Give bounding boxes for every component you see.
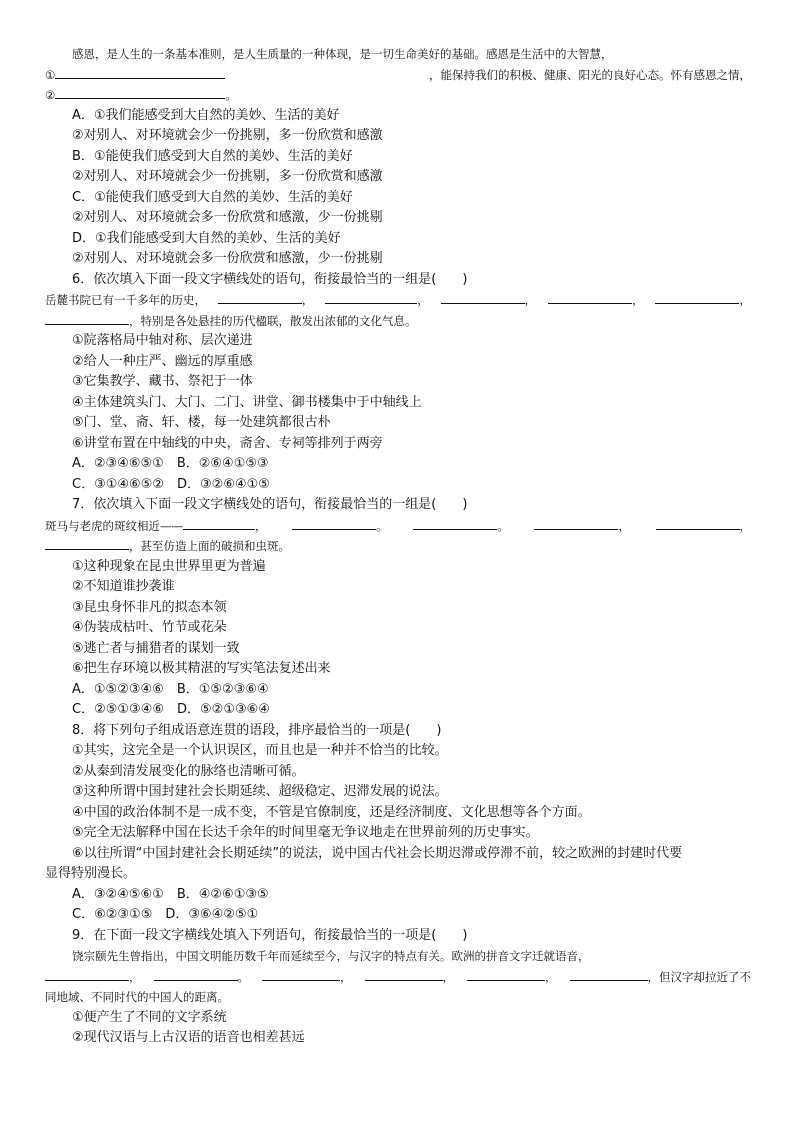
q6-item-5: ⑤门、堂、斋、轩、楼，每一处建筑都很古朴 — [72, 415, 331, 430]
q5-option-c2: ②对别人、对环境就会多一份欣赏和感激，少一份挑剔 — [72, 210, 383, 225]
q7-blank[interactable] — [413, 516, 497, 530]
q7-item-5: ⑤逃亡者与捕猎者的谋划一致 — [72, 640, 240, 656]
q8-options-row-1: A．③②④⑤⑥① B．④②⑥①③⑤ — [72, 886, 269, 902]
q9-stem: 9．在下面一段文字横线处填入下列语句，衔接最恰当的一项是( ) — [72, 927, 468, 943]
q6-blank[interactable] — [45, 311, 129, 325]
q9-group-2 — [154, 967, 250, 988]
q6-item-1: ①院落格局中轴对称、层次递进 — [72, 333, 253, 348]
q7-blank[interactable] — [656, 516, 740, 530]
q9-comma: ， — [340, 969, 352, 984]
q8-item-2: ②从秦到清发展变化的脉络也清晰可循。 — [72, 763, 305, 779]
intro-line-1: 感恩，是人生的一条基本准则，是人生质量的一种体现，是一切生命美好的基础。感恩是生活中的大智慧， — [72, 47, 613, 61]
worksheet-page — [45, 44, 751, 1049]
q9-group-3 — [262, 967, 352, 988]
q7-comma: ， — [255, 518, 267, 533]
intro-line-3-end: 。 — [225, 88, 237, 102]
q6-blank-group-2 — [325, 290, 429, 311]
q6-passage-line-2 — [45, 311, 751, 332]
q6-blank[interactable] — [548, 290, 632, 304]
q9-comma: ， — [129, 969, 141, 984]
q7-item-6: ⑥把生存环境以极其精湛的写实笔法复述出来 — [72, 661, 331, 676]
q6-comma: ， — [739, 293, 751, 307]
q6-blank-group-5 — [655, 290, 751, 311]
q6-options-row-2: C．③①④⑥⑤② D．③②⑥④①⑤ — [72, 476, 270, 492]
q6-stem: 6．依次填入下面一段文字横线处的语句，衔接最恰当的一组是( ) — [72, 271, 468, 287]
q5-option-b1: B．①能使我们感受到大自然的美妙、生活的美好 — [72, 148, 353, 164]
q7-passage-line-1 — [45, 516, 751, 537]
q7-item-1: ①这种现象在昆虫世界里更为普遍 — [72, 558, 266, 574]
q8-item-4: ④中国的政治体制不是一成不变，不管是官僚制度，还是经济制度、文化思想等各个方面。 — [72, 804, 591, 820]
q7-blank[interactable] — [45, 536, 129, 550]
q7-item-4: ④伪装成枯叶、竹节或花朵 — [72, 620, 227, 635]
q9-period: 。 — [237, 969, 249, 984]
q7-stem: 7．依次填入下面一段文字横线处的语句，衔接最恰当的一组是( ) — [72, 497, 468, 512]
q9-comma: ， — [442, 969, 454, 984]
q5-option-d1: D．①我们能感受到大自然的美妙、生活的美好 — [72, 230, 341, 246]
q7-passage-end: ，甚至仿造上面的破损和虫斑。 — [129, 539, 290, 553]
q6-item-3: ③它集教学、藏书、祭祀于一体 — [72, 374, 253, 389]
q6-options-row-1: A．②③④⑥⑤① B．②⑥④①⑤③ — [72, 456, 269, 471]
q8-item-1: ①其实，这完全是一个认识误区，而且也是一种并不恰当的比较。 — [72, 743, 448, 758]
q7-options-row-2: C．②⑤①③④⑥ D．⑤②①③⑥④ — [72, 702, 270, 717]
q6-blank-group-3 — [441, 290, 537, 311]
intro-line-2 — [45, 65, 751, 86]
q9-blank[interactable] — [154, 967, 238, 981]
q9-item-2: ②现代汉语与上古汉语的语音也相差甚远 — [72, 1030, 305, 1045]
q7-blank[interactable] — [183, 516, 255, 530]
q7-comma: ， — [739, 518, 751, 533]
q6-blank-group-4 — [548, 290, 644, 311]
q6-comma: ， — [417, 293, 429, 307]
q6-blank[interactable] — [655, 290, 739, 304]
q5-option-c1: C．①能使我们感受到大自然的美妙、生活的美好 — [72, 189, 353, 205]
q9-blank[interactable] — [467, 967, 545, 981]
q6-blank[interactable] — [441, 290, 525, 304]
q9-comma: ， — [545, 969, 557, 984]
q9-blank[interactable] — [570, 967, 648, 981]
q8-stem: 8．将下列句子组成语意连贯的语段，排序最恰当的一项是( ) — [72, 722, 442, 738]
q6-comma: ， — [524, 293, 537, 307]
q9-blank[interactable] — [262, 967, 340, 981]
intro-line-2-text: ，能保持我们的积极、健康、阳光的良好心态。怀有感恩之情， — [429, 67, 751, 82]
q9-passage-end: ，但汉字却拉近了不 — [647, 969, 751, 984]
q7-passage-line-2 — [45, 536, 751, 557]
q7-item-3: ③昆虫身怀非凡的拟态本领 — [72, 599, 227, 615]
q6-blank[interactable] — [325, 290, 417, 304]
intro-line-2-start — [45, 65, 225, 86]
q9-group-4 — [365, 967, 455, 988]
q6-item-2: ②给人一种庄严、幽远的厚重感 — [72, 353, 253, 369]
q6-blank-group-1 — [218, 290, 314, 311]
q7-group-4 — [534, 516, 630, 537]
fill-blank-1[interactable] — [55, 65, 225, 79]
q9-passage-line-2 — [45, 967, 751, 988]
blank-marker-1: ① — [45, 67, 56, 82]
q7-blank[interactable] — [534, 516, 618, 530]
q7-blank[interactable] — [292, 516, 376, 530]
q8-item-6-line-1: ⑥以往所谓“中国封建社会长期延续”的说法，说中国古代社会长期迟滞或停滞不前，较之欧洲的封建时代要 — [72, 845, 683, 861]
q6-comma: ， — [632, 293, 644, 307]
q6-blank[interactable] — [218, 290, 302, 304]
q7-period: 。 — [497, 518, 509, 533]
q7-group-2 — [292, 516, 388, 537]
q6-passage-end: ，特别是各处悬挂的历代楹联，散发出浓郁的文化气息。 — [129, 313, 417, 328]
q6-passage-line-1 — [45, 290, 751, 311]
q7-period: 。 — [376, 518, 388, 533]
q7-passage-start: 斑马与老虎的斑纹相近—— — [45, 518, 183, 533]
q8-item-3: ③这种所谓中国封建社会长期延续、超级稳定、迟滞发展的说法。 — [72, 784, 448, 799]
q8-item-5: ⑤完全无法解释中国在长达千余年的时间里毫无争议地走在世界前列的历史事实。 — [72, 825, 539, 840]
q9-passage-line-1: 饶宗颐先生曾指出，中国文明能历数千年而延续至今，与汉字的特点有关。欧洲的拼音文字迁就语音， — [72, 949, 590, 963]
q9-group-1 — [45, 967, 141, 988]
q9-item-1: ①便产生了不同的文字系统 — [72, 1009, 227, 1025]
q9-blank[interactable] — [45, 967, 129, 981]
q9-blank[interactable] — [365, 967, 443, 981]
q9-group-6 — [570, 967, 752, 988]
q5-option-d2: ②对别人、对环境就会多一份欣赏和感激，少一份挑剔 — [72, 251, 383, 266]
q9-group-5 — [467, 967, 557, 988]
intro-line-3 — [45, 85, 751, 106]
q7-group-5 — [656, 516, 752, 537]
q5-option-b2: ②对别人、对环境就会少一份挑剔，多一份欣赏和感激 — [72, 169, 383, 184]
q6-passage-start — [45, 290, 206, 311]
q6-item-4: ④主体建筑头门、大门、二门、讲堂、御书楼集中于中轴线上 — [72, 394, 422, 410]
q9-passage-line-3: 同地域、不同时代的中国人的距离。 — [45, 990, 229, 1004]
q8-options-row-2: C．⑥②③①⑤ D．③⑥④②⑤① — [72, 907, 259, 922]
q7-item-2: ②不知道谁抄袭谁 — [72, 579, 175, 594]
q5-option-a1: A．①我们能感受到大自然的美妙、生活的美好 — [72, 107, 340, 123]
q6-item-6: ⑥讲堂布置在中轴线的中央，斋舍、专祠等排列于两旁 — [72, 435, 383, 451]
q7-group-1 — [45, 516, 267, 537]
fill-blank-2[interactable] — [55, 85, 225, 99]
q8-item-6-line-2: 显得特别漫长。 — [45, 866, 137, 881]
q5-option-a2: ②对别人、对环境就会少一份挑剔，多一份欣赏和感激 — [72, 128, 383, 143]
q6-passage-start-text: 岳麓书院已有一千多年的历史， — [45, 293, 206, 307]
q6-comma: ， — [301, 293, 314, 307]
q7-options-row-1: A．①⑤②③④⑥ B．①⑤②③⑥④ — [72, 681, 269, 697]
q7-comma: ， — [618, 518, 630, 533]
blank-marker-2: ② — [45, 88, 56, 102]
q7-group-3 — [413, 516, 509, 537]
